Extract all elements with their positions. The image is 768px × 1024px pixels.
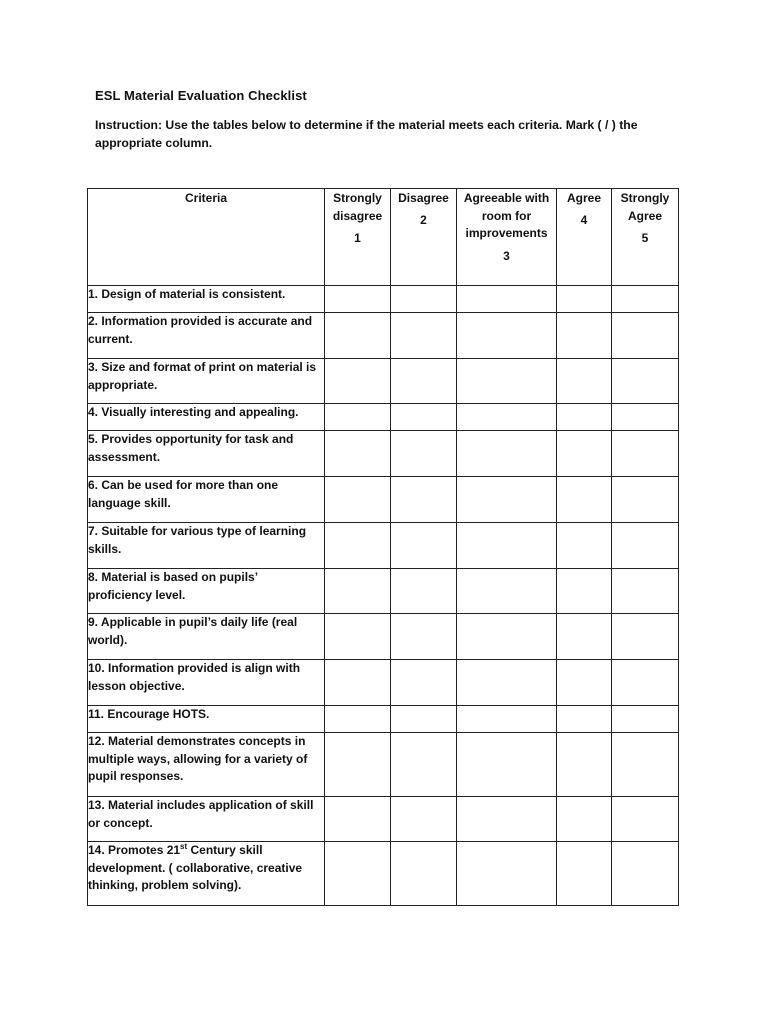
header-disagree — [391, 189, 457, 286]
table-row — [88, 477, 679, 523]
header-agree-number: 4 — [580, 212, 588, 227]
header-strongly-disagree-number: 1 — [354, 231, 361, 245]
rating-cell-2[interactable] — [391, 569, 457, 614]
rating-cell-2[interactable] — [391, 431, 457, 477]
header-agreeable-number: 3 — [503, 248, 510, 263]
rating-cell-5[interactable] — [612, 614, 679, 660]
rating-cell-4[interactable] — [557, 706, 612, 733]
rating-cell-2[interactable] — [391, 842, 457, 906]
criteria-cell: 2. Information provided is accurate and current. — [88, 313, 325, 359]
rating-cell-5[interactable] — [612, 733, 679, 797]
rating-cell-4[interactable] — [557, 660, 612, 706]
rating-cell-1[interactable] — [325, 404, 391, 431]
rating-cell-4[interactable] — [557, 404, 612, 431]
rating-cell-4[interactable] — [557, 569, 612, 614]
header-disagree-number: 2 — [420, 212, 427, 227]
criteria-cell: 8. Material is based on pupils’ proficiency level. — [88, 569, 325, 614]
criteria-cell: 10. Information provided is align with lesson objective. — [88, 660, 325, 706]
header-strongly-agree-label: Strongly Agree — [620, 191, 670, 223]
criteria-cell — [88, 842, 325, 906]
header-criteria — [88, 189, 325, 286]
table-row — [88, 286, 679, 313]
rating-cell-4[interactable] — [557, 286, 612, 313]
rating-cell-3[interactable] — [457, 523, 557, 569]
document-title: ESL Material Evaluation Checklist — [95, 88, 307, 103]
rating-cell-1[interactable] — [325, 614, 391, 660]
rating-cell-4[interactable] — [557, 431, 612, 477]
rating-cell-1[interactable] — [325, 286, 391, 313]
header-agreeable-label: Agreeable with room for improvements — [463, 191, 550, 240]
rating-cell-2[interactable] — [391, 477, 457, 523]
rating-cell-3[interactable] — [457, 614, 557, 660]
table-row — [88, 569, 679, 614]
rating-cell-1[interactable] — [325, 660, 391, 706]
table-row — [88, 523, 679, 569]
rating-cell-1[interactable] — [325, 359, 391, 404]
table-row — [88, 313, 679, 359]
rating-cell-2[interactable] — [391, 523, 457, 569]
rating-cell-5[interactable] — [612, 523, 679, 569]
rating-cell-5[interactable] — [612, 797, 679, 842]
criteria-cell: 1. Design of material is consistent. — [88, 286, 325, 313]
table-row — [88, 431, 679, 477]
rating-cell-2[interactable] — [391, 359, 457, 404]
rating-cell-5[interactable] — [612, 477, 679, 523]
rating-cell-5[interactable] — [612, 842, 679, 906]
rating-cell-3[interactable] — [457, 477, 557, 523]
criteria-cell: 4. Visually interesting and appealing. — [88, 404, 325, 431]
header-agree — [557, 189, 612, 286]
rating-cell-4[interactable] — [557, 313, 612, 359]
header-row — [88, 189, 679, 286]
rating-cell-4[interactable] — [557, 477, 612, 523]
table-row — [88, 706, 679, 733]
criteria-superscript: st — [180, 842, 188, 851]
rating-cell-1[interactable] — [325, 733, 391, 797]
header-agreeable — [457, 189, 557, 286]
rating-cell-2[interactable] — [391, 733, 457, 797]
header-disagree-label: Disagree — [398, 191, 449, 205]
rating-cell-4[interactable] — [557, 797, 612, 842]
rating-cell-2[interactable] — [391, 313, 457, 359]
instruction-text: Instruction: Use the tables below to determine if the material meets each criteria. Mark ( / ) the appropriate column. — [95, 118, 638, 150]
criteria-cell: 5. Provides opportunity for task and assessment. — [88, 431, 325, 477]
table-row — [88, 404, 679, 431]
rating-cell-3[interactable] — [457, 431, 557, 477]
criteria-cell: 11. Encourage HOTS. — [88, 706, 325, 733]
header-strongly-disagree-label: Strongly disagree — [332, 191, 383, 223]
criteria-suffix: Century skill development. ( collaborative, creative thinking, problem solving). — [88, 843, 303, 892]
criteria-cell: 13. Material includes application of skill or concept. — [88, 797, 325, 842]
rating-cell-5[interactable] — [612, 313, 679, 359]
criteria-cell: 7. Suitable for various type of learning skills. — [88, 523, 325, 569]
header-agree-label: Agree — [566, 191, 601, 205]
rating-cell-5[interactable] — [612, 404, 679, 431]
rating-cell-1[interactable] — [325, 477, 391, 523]
rating-cell-1[interactable] — [325, 706, 391, 733]
header-strongly-agree-number: 5 — [641, 231, 649, 245]
rating-cell-4[interactable] — [557, 733, 612, 797]
rating-cell-5[interactable] — [612, 706, 679, 733]
rating-cell-3[interactable] — [457, 842, 557, 906]
table-row — [88, 797, 679, 842]
rating-cell-3[interactable] — [457, 660, 557, 706]
rating-cell-4[interactable] — [557, 359, 612, 404]
table-row — [88, 359, 679, 404]
rating-cell-3[interactable] — [457, 733, 557, 797]
rating-cell-5[interactable] — [612, 286, 679, 313]
criteria-prefix: 14. Promotes 21 — [88, 843, 181, 857]
table-row — [88, 660, 679, 706]
rating-cell-1[interactable] — [325, 797, 391, 842]
criteria-cell: 6. Can be used for more than one language skill. — [88, 477, 325, 523]
rating-cell-5[interactable] — [612, 569, 679, 614]
rating-cell-3[interactable] — [457, 706, 557, 733]
rating-cell-1[interactable] — [325, 431, 391, 477]
rating-cell-4[interactable] — [557, 523, 612, 569]
criteria-cell: 12. Material demonstrates concepts in multiple ways, allowing for a variety of pupil responses. — [88, 733, 325, 797]
rating-cell-3[interactable] — [457, 359, 557, 404]
rating-cell-2[interactable] — [391, 706, 457, 733]
rating-cell-1[interactable] — [325, 842, 391, 906]
rating-cell-1[interactable] — [325, 523, 391, 569]
rating-cell-1[interactable] — [325, 313, 391, 359]
rating-cell-4[interactable] — [557, 614, 612, 660]
rating-cell-3[interactable] — [457, 286, 557, 313]
rating-cell-5[interactable] — [612, 660, 679, 706]
rating-cell-2[interactable] — [391, 286, 457, 313]
table-row — [88, 842, 679, 906]
header-criteria-label: Criteria — [184, 191, 228, 205]
header-strongly-disagree — [325, 189, 391, 286]
rating-cell-2[interactable] — [391, 797, 457, 842]
rating-cell-1[interactable] — [325, 569, 391, 614]
rating-cell-2[interactable] — [391, 660, 457, 706]
criteria-cell: 9. Applicable in pupil’s daily life (real world). — [88, 614, 325, 660]
rating-cell-5[interactable] — [612, 359, 679, 404]
table-row — [88, 614, 679, 660]
rating-cell-3[interactable] — [457, 404, 557, 431]
evaluation-checklist-table — [87, 188, 679, 906]
table-row — [88, 733, 679, 797]
rating-cell-2[interactable] — [391, 404, 457, 431]
rating-cell-4[interactable] — [557, 842, 612, 906]
rating-cell-5[interactable] — [612, 431, 679, 477]
header-strongly-agree — [612, 189, 679, 286]
rating-cell-3[interactable] — [457, 313, 557, 359]
rating-cell-3[interactable] — [457, 797, 557, 842]
rating-cell-2[interactable] — [391, 614, 457, 660]
criteria-cell: 3. Size and format of print on material is appropriate. — [88, 359, 325, 404]
rating-cell-3[interactable] — [457, 569, 557, 614]
